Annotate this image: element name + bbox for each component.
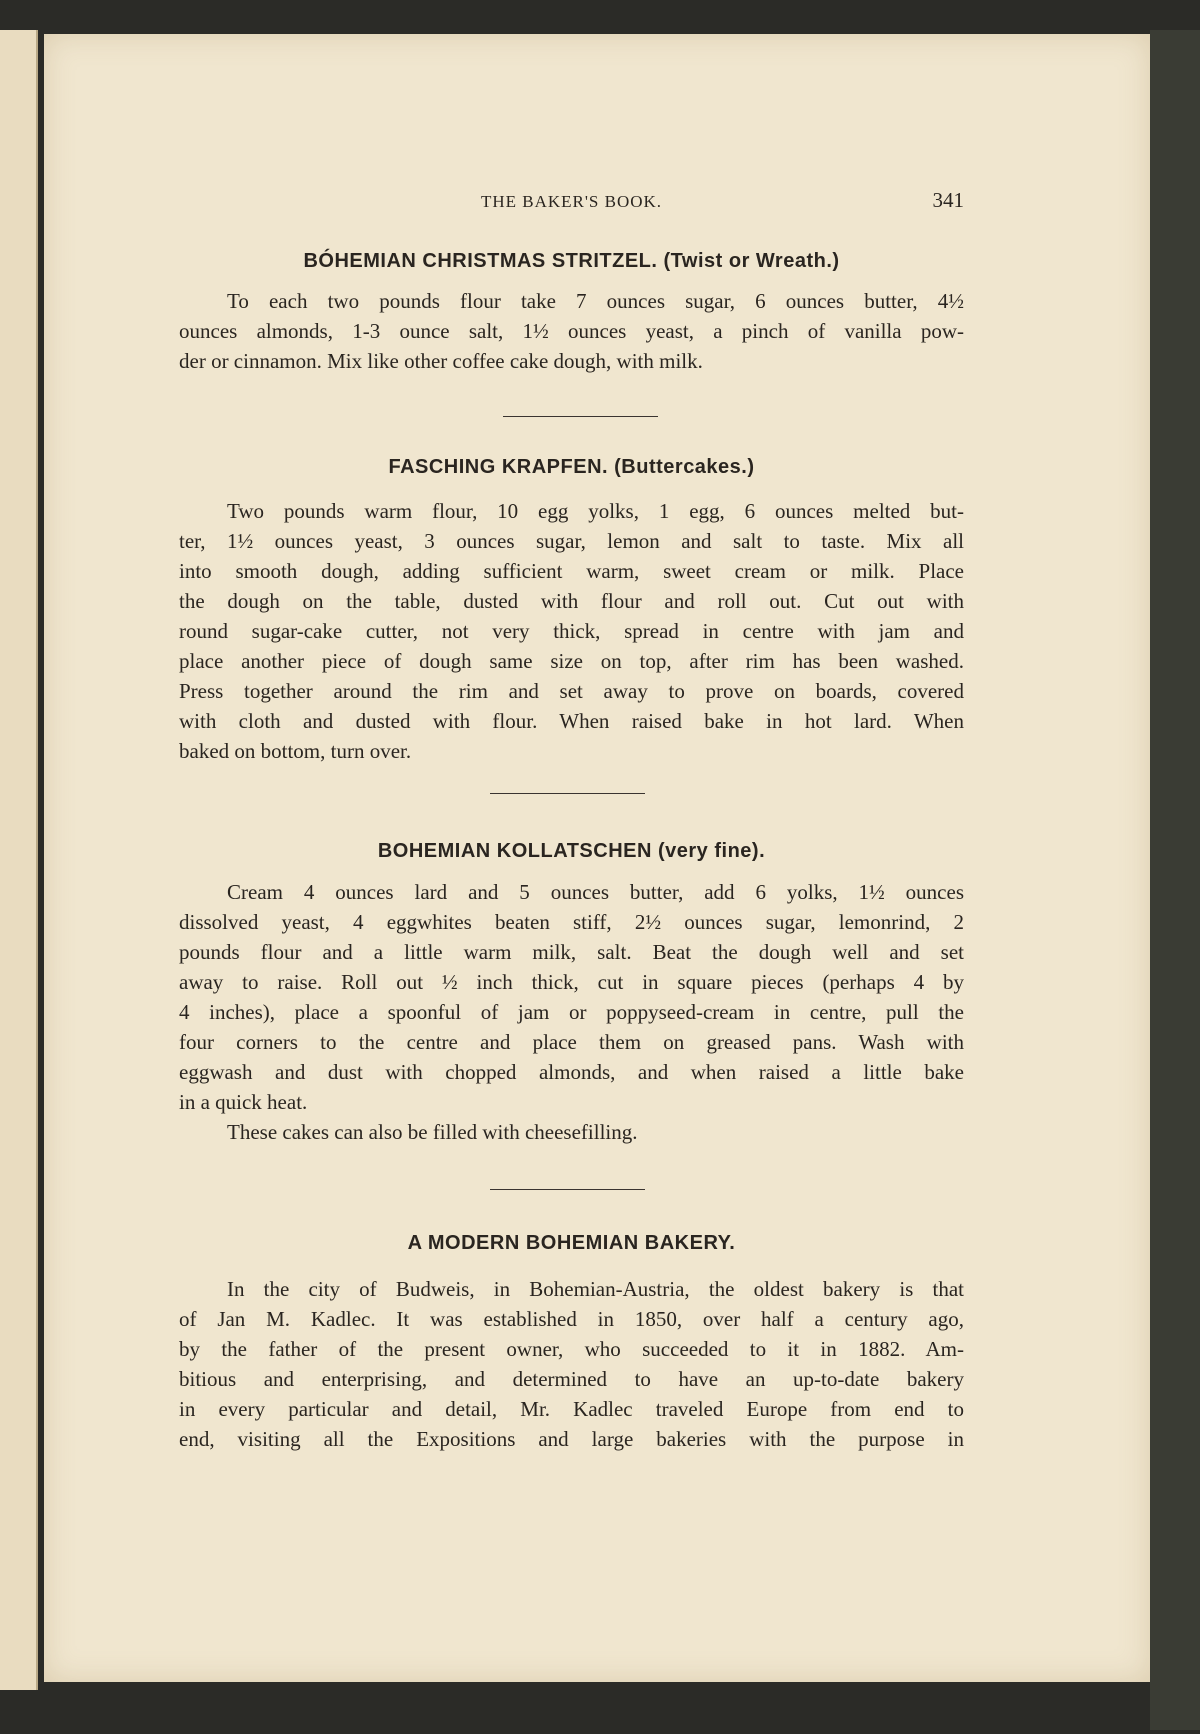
text-line: Two pounds warm flour, 10 egg yolks, 1 egg, 6 ounces melted but- [227,499,964,523]
section-title [179,250,964,273]
section-title-main: BÓHEMIAN CHRISTMAS STRITZEL. [303,250,658,272]
running-title: THE BAKER'S BOOK. [480,192,663,211]
section-divider [503,416,658,417]
text-line: in every particular and detail, Mr. Kadlec traveled Europe from end to [179,1397,964,1421]
section-title-main: FASCHING KRAPFEN. [388,456,609,478]
section-title [179,1232,964,1255]
text-line: Press together around the rim and set away to prove on boards, covered [179,679,964,703]
text-line: four corners to the centre and place them on greased pans. Wash with [179,1030,964,1054]
section-subtitle: (very fine). [657,840,766,862]
text-line: eggwash and dust with chopped almonds, and when raised a little bake [179,1060,964,1084]
text-line: end, visiting all the Expositions and large bakeries with the purpose in [179,1427,964,1451]
facing-page-edge [0,30,38,1690]
text-line: ter, 1½ ounces yeast, 3 ounces sugar, lemon and salt to taste. Mix all [179,529,964,553]
text-line: 4 inches), place a spoonful of jam or poppyseed-cream in centre, pull the [179,1000,964,1024]
text-line: In the city of Budweis, in Bohemian-Austria, the oldest bakery is that [227,1277,964,1301]
section-divider [490,793,645,794]
section-subtitle: (Twist or Wreath.) [663,250,840,272]
section-title-main: BOHEMIAN KOLLATSCHEN [377,840,652,862]
text-line: into smooth dough, adding sufficient warm, sweet cream or milk. Place [179,559,964,583]
text-line: away to raise. Roll out ½ inch thick, cut in square pieces (perhaps 4 by [179,970,964,994]
text-line: dissolved yeast, 4 eggwhites beaten stiff, 2½ ounces sugar, lemonrind, 2 [179,910,964,934]
text-line: the dough on the table, dusted with flour and roll out. Cut out with [179,589,964,613]
section-subtitle: (Buttercakes.) [614,456,755,478]
running-header [179,188,964,216]
section-title [179,456,964,479]
section-title [179,840,964,863]
text-line: of Jan M. Kadlec. It was established in 1850, over half a century ago, [179,1307,964,1331]
page-number: 341 [932,188,964,212]
section-body [179,877,964,1147]
text-line: pounds flour and a little warm milk, salt. Beat the dough well and set [179,940,964,964]
book-cover-edge [1150,30,1200,1730]
text-line: with cloth and dusted with flour. When raised bake in hot lard. When [179,709,964,733]
text-line: by the father of the present owner, who succeeded to it in 1882. Am- [179,1337,964,1361]
text-line: in a quick heat. [179,1090,308,1114]
section-divider [490,1189,645,1190]
section-body [179,496,964,766]
section-title-main: A MODERN BOHEMIAN BAKERY. [407,1232,736,1254]
text-line: der or cinnamon. Mix like other coffee cake dough, with milk. [179,349,703,373]
text-line: baked on bottom, turn over. [179,739,412,763]
text-line: ounces almonds, 1-3 ounce salt, 1½ ounces yeast, a pinch of vanilla pow- [179,319,964,343]
section-body [179,286,964,376]
section-body [179,1274,964,1454]
text-line: bitious and enterprising, and determined to have an up-to-date bakery [179,1367,964,1391]
text-line: round sugar-cake cutter, not very thick, spread in centre with jam and [179,619,964,643]
text-line: place another piece of dough same size on top, after rim has been washed. [179,649,964,673]
text-line: Cream 4 ounces lard and 5 ounces butter, add 6 yolks, 1½ ounces [227,880,964,904]
text-line: These cakes can also be filled with cheesefilling. [227,1120,638,1144]
text-line: To each two pounds flour take 7 ounces sugar, 6 ounces butter, 4½ [227,289,964,313]
